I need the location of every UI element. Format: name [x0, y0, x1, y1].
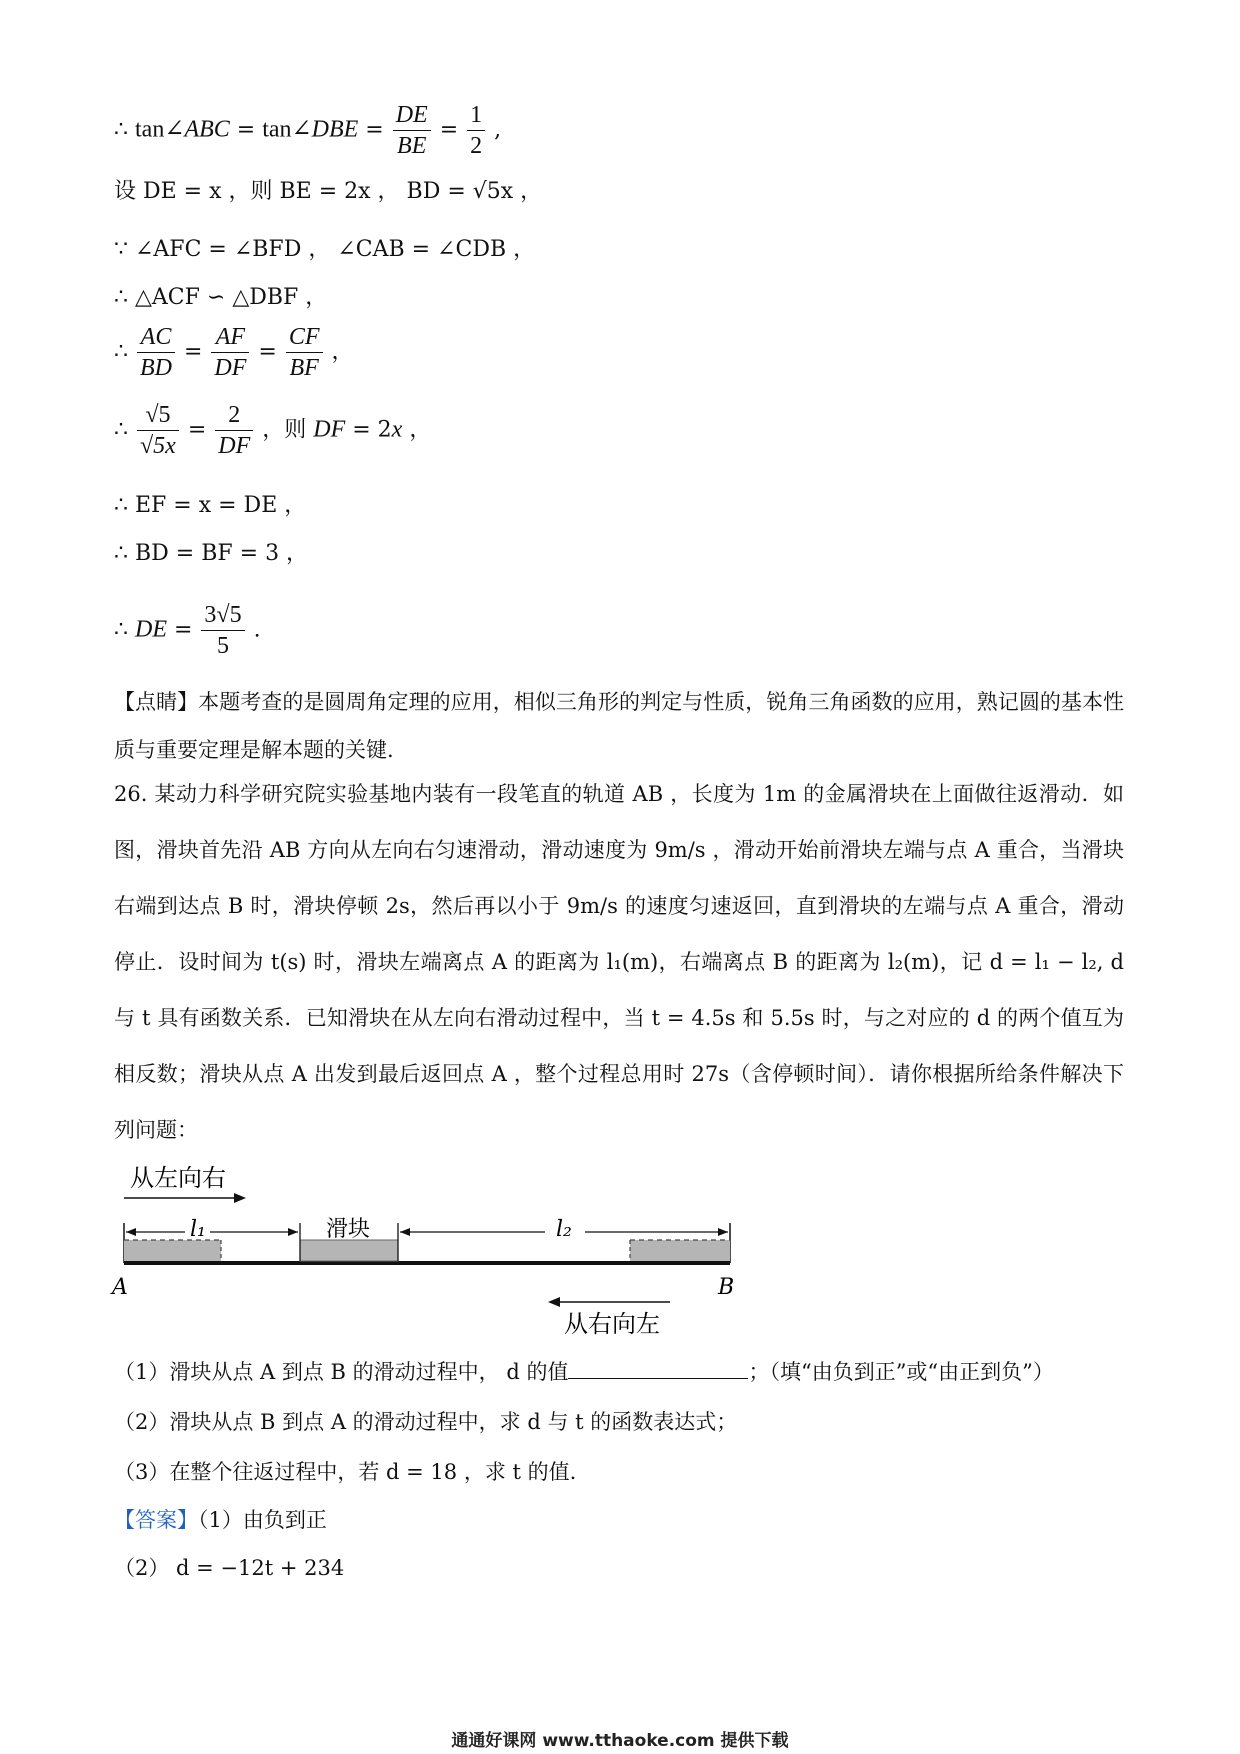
label-point-b: B	[718, 1275, 735, 1300]
arrow-left-icon	[548, 1297, 560, 1307]
solution-line-7: ∴ EF = x = DE ，	[114, 493, 307, 518]
solution-line-6: ∴ $\frac{√5}{√5x}$ = $\frac{2}{DF}$ ，则 DF = 2x ，	[114, 402, 432, 459]
solution-line-3: ∵ ∠AFC = ∠BFD ， ∠CAB = ∠CDB ，	[114, 237, 536, 262]
solution-line-5: ∴ $\frac{AC}{BD}$ = $\frac{AF}{DF}$ = $\frac{CF}{BF}$ ，	[114, 324, 354, 381]
solution-line-4: ∴ △ACF ∽ △DBF ，	[114, 285, 328, 310]
solution-line-8: ∴ BD = BF = 3 ，	[114, 541, 309, 566]
answer-2: （2） d = −12t + 234	[114, 1556, 345, 1580]
label-slider: 滑块	[326, 1217, 371, 1242]
question-1-blank	[568, 1360, 748, 1379]
label-point-a: A	[112, 1275, 128, 1300]
fraction-de-be: $\frac{DE}{BE}$	[393, 100, 431, 161]
solution-line-2: 设 DE = x ，则 BE = 2x ， BD = √5x ，	[114, 179, 543, 204]
answer-1	[114, 1500, 1124, 1540]
note-paragraph	[114, 678, 1124, 774]
label-left-to-right: 从左向右	[130, 1164, 226, 1192]
note-label: 【点睛】	[114, 690, 199, 714]
slider-block	[300, 1240, 398, 1261]
question-3: （3）在整个往返过程中，若 d = 18 ，求 t 的值.	[114, 1460, 577, 1484]
label-l2: l₂	[556, 1217, 572, 1242]
slider-start-position	[124, 1240, 221, 1261]
question-1	[114, 1352, 1124, 1392]
solution-line-9: ∴ DE = $\frac{3√5}{5}$ .	[114, 602, 261, 659]
question-1-text: （1）滑块从点 A 到点 B 的滑动过程中， d 的值	[114, 1360, 569, 1384]
note-text: 本题考查的是圆周角定理的应用，相似三角形的判定与性质，锐角三角函数的应用，熟记圆的基本性质与重要定理是解本题的关键.	[114, 690, 1124, 762]
arrow-right-icon	[234, 1193, 246, 1203]
answer-label: 【答案】	[114, 1508, 198, 1532]
problem-26: 26. 某动力科学研究院实验基地内装有一段笔直的轨道 AB ，长度为 1m 的金属滑块在上面做往返滑动．如图，滑块首先沿 AB 方向从左向右匀速滑动，滑动速度为 9m/s ，滑动开始前滑块左端与点 A 重合，当滑块右端到达点 B 时，滑块停顿 2s，然后再以小于 9m/s 的速度匀速返回，直到滑块的左端与点 A 重合，滑动停止．设时间为 t(s) 时，滑块左端离点 A 的距离为 l₁(m)，右端离点 B 的距离为 l₂(m)，记 d = l₁ − l₂, d 与 t 具有函数关系．已知滑块在从左向右滑动过程中，当 t = 4.5s 和 5.5s 时，与之对应的 d 的两个值互为相反数；滑块从点 A 出发到最后返回点 A ，整个过程总用时 27s（含停顿时间）．请你根据所给条件解决下列问题：	[114, 782, 1124, 1142]
label-right-to-left: 从右向左	[564, 1310, 660, 1338]
question-1-hint: ；（填“由负到正”或“由正到负”）	[748, 1360, 1054, 1384]
slider-track-figure	[110, 1160, 750, 1340]
answer-1-text: （1）由负到正	[198, 1508, 327, 1532]
slider-end-position	[630, 1240, 730, 1261]
fraction-one-half: $\frac{1}{2}$	[467, 100, 485, 161]
label-l1: l₁	[190, 1217, 206, 1242]
question-2: （2）滑块从点 B 到点 A 的滑动过程中，求 d 与 t 的函数表达式；	[114, 1410, 738, 1434]
page-footer: 通通好课网 www.tthaoke.com 提供下载	[451, 1731, 789, 1751]
solution-line-1: ∴ tan∠ABC = tan∠DBE = $\frac{DE}{BE}$ = $\frac{1}{2}$ ,	[114, 102, 502, 159]
